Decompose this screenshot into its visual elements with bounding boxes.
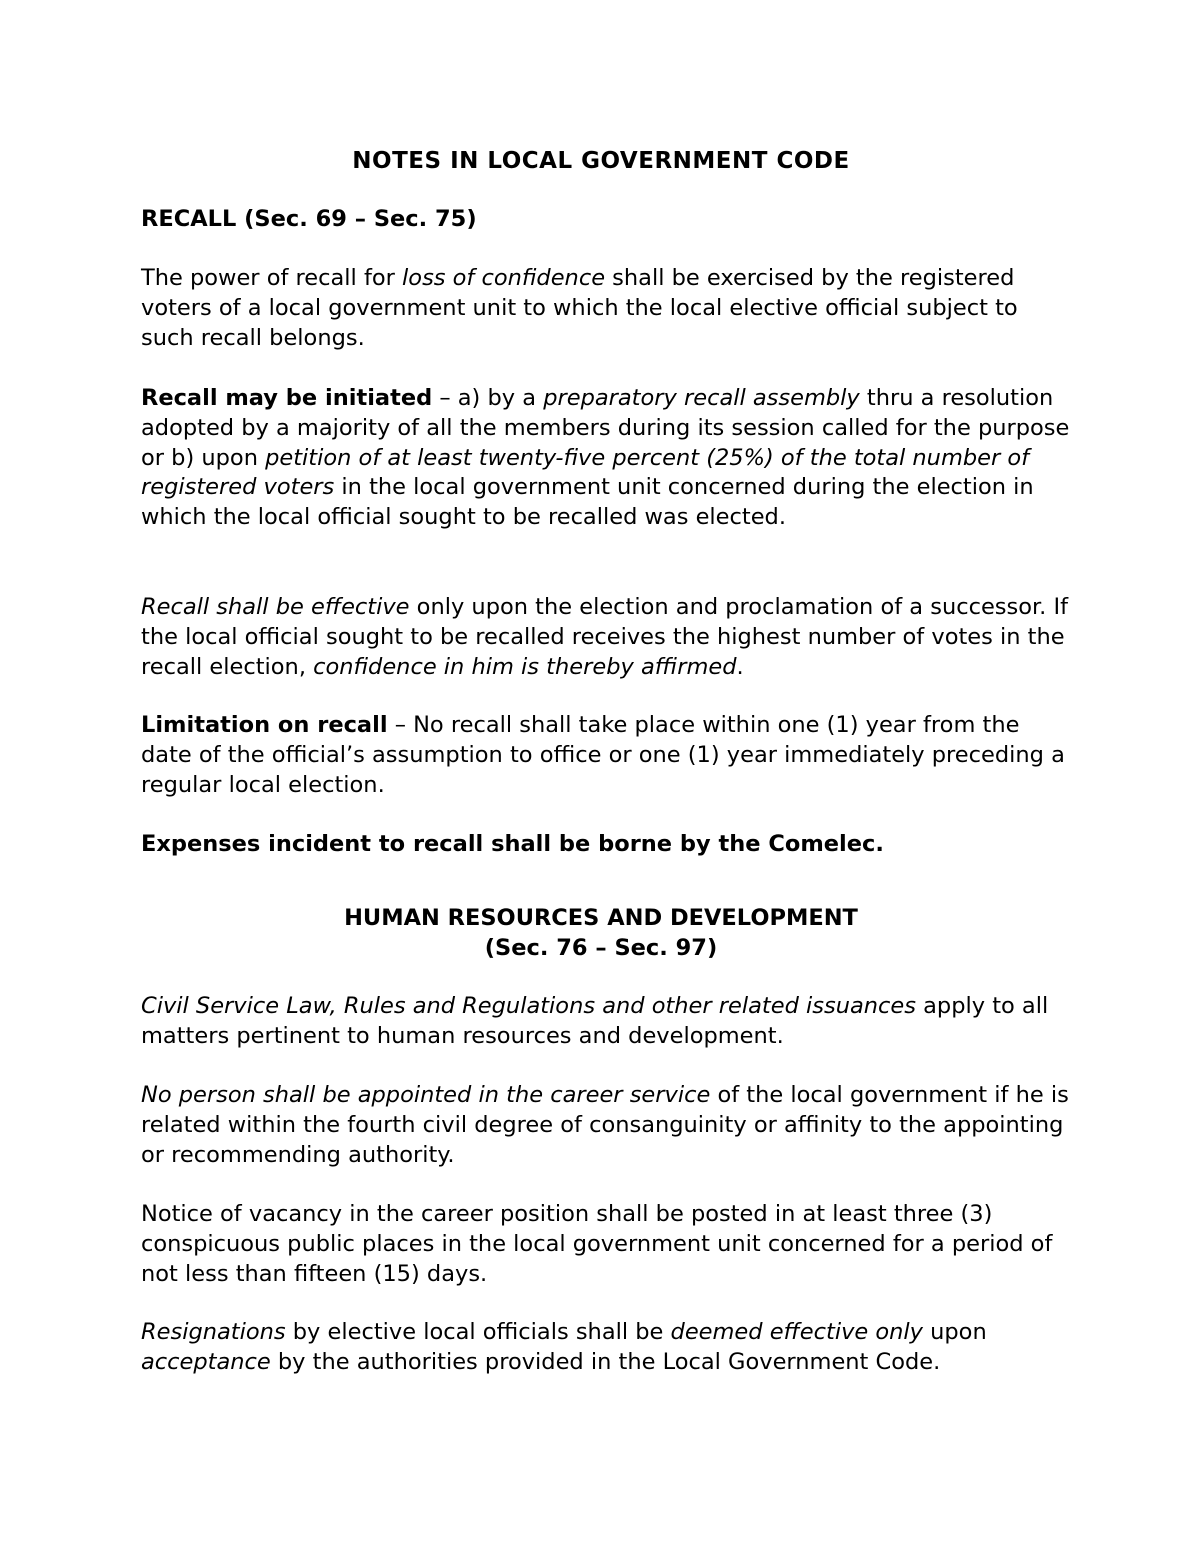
emphasis-text: Resignations	[141, 1319, 286, 1345]
emphasis-text: No person shall be appointed in the career service	[141, 1082, 711, 1108]
text-run: shall be exercised by the registered voters of a local government unit to which the local elective official subject to such recall belongs.	[141, 265, 1018, 351]
recall-expenses-paragraph: Expenses incident to recall shall be borne by the Comelec.	[141, 831, 884, 857]
nepotism-paragraph	[141, 1081, 1076, 1170]
hrd-sections: (Sec. 76 – Sec. 97)	[484, 935, 718, 961]
text-run: The power of recall for	[141, 265, 403, 291]
emphasis-text: acceptance	[141, 1348, 271, 1375]
recall-limitation-paragraph	[141, 711, 1076, 800]
text-run: only upon the election and proclamation of a successor. If the local official sought to be recalled receives the highest number of votes in the recall election,	[141, 594, 1069, 680]
emphasis-text: Recall shall be effective	[141, 594, 410, 620]
emphasis-text: preparatory recall assembly	[543, 385, 860, 411]
resignation-paragraph	[141, 1318, 1076, 1378]
bold-lead-text: Limitation on recall	[141, 712, 388, 738]
emphasis-text: Civil Service Law, Rules and Regulations and other related issuances	[141, 993, 916, 1019]
recall-heading: RECALL (Sec. 69 – Sec. 75)	[141, 206, 477, 232]
text-run: by elective local officials shall be	[285, 1319, 671, 1345]
emphasis-text: petition of at least twenty-five percent (25%) of the total number of registered voters	[141, 444, 1030, 501]
text-run: – No recall shall take place within one (1) year from the date of the official’s assumption to office or one (1) year immediately preceding a regular local election.	[141, 712, 1065, 798]
emphasis-text: confidence in him is thereby affirmed	[313, 653, 737, 680]
bold-lead-text: Recall may be initiated	[141, 385, 433, 411]
text-run: thru a resolution adopted by a majority of all the members during its session called for the purpose or b) upon	[141, 385, 1070, 471]
emphasis-text: deemed effective only	[670, 1319, 923, 1345]
emphasis-text: loss of confidence	[402, 265, 606, 291]
document-title: NOTES IN LOCAL GOVERNMENT CODE	[352, 148, 850, 174]
text-run: by the authorities provided in the Local Government Code.	[270, 1348, 941, 1375]
text-run: apply to all matters pertinent to human resources and development.	[141, 993, 1049, 1049]
vacancy-notice-paragraph: Notice of vacancy in the career position shall be posted in at least three (3) conspicuous public places in the local government unit concerned for a period of not less than fifteen (15) days.	[141, 1201, 1053, 1287]
recall-effectivity-paragraph	[141, 593, 1076, 682]
text-run: in the local government unit concerned during the election in which the local official sought to be recalled was elected.	[141, 474, 1034, 531]
text-run: of the local government if he is related within the fourth civil degree of consanguinity or affinity to the appointing or recommending authority.	[141, 1082, 1069, 1168]
text-run: upon	[922, 1319, 987, 1345]
civil-service-paragraph	[141, 992, 1076, 1052]
recall-power-paragraph	[141, 264, 1076, 353]
hrd-heading: HUMAN RESOURCES AND DEVELOPMENT	[344, 905, 858, 931]
recall-initiation-paragraph	[141, 384, 1076, 533]
text-run: .	[736, 653, 744, 680]
text-run: – a) by a	[432, 385, 544, 411]
